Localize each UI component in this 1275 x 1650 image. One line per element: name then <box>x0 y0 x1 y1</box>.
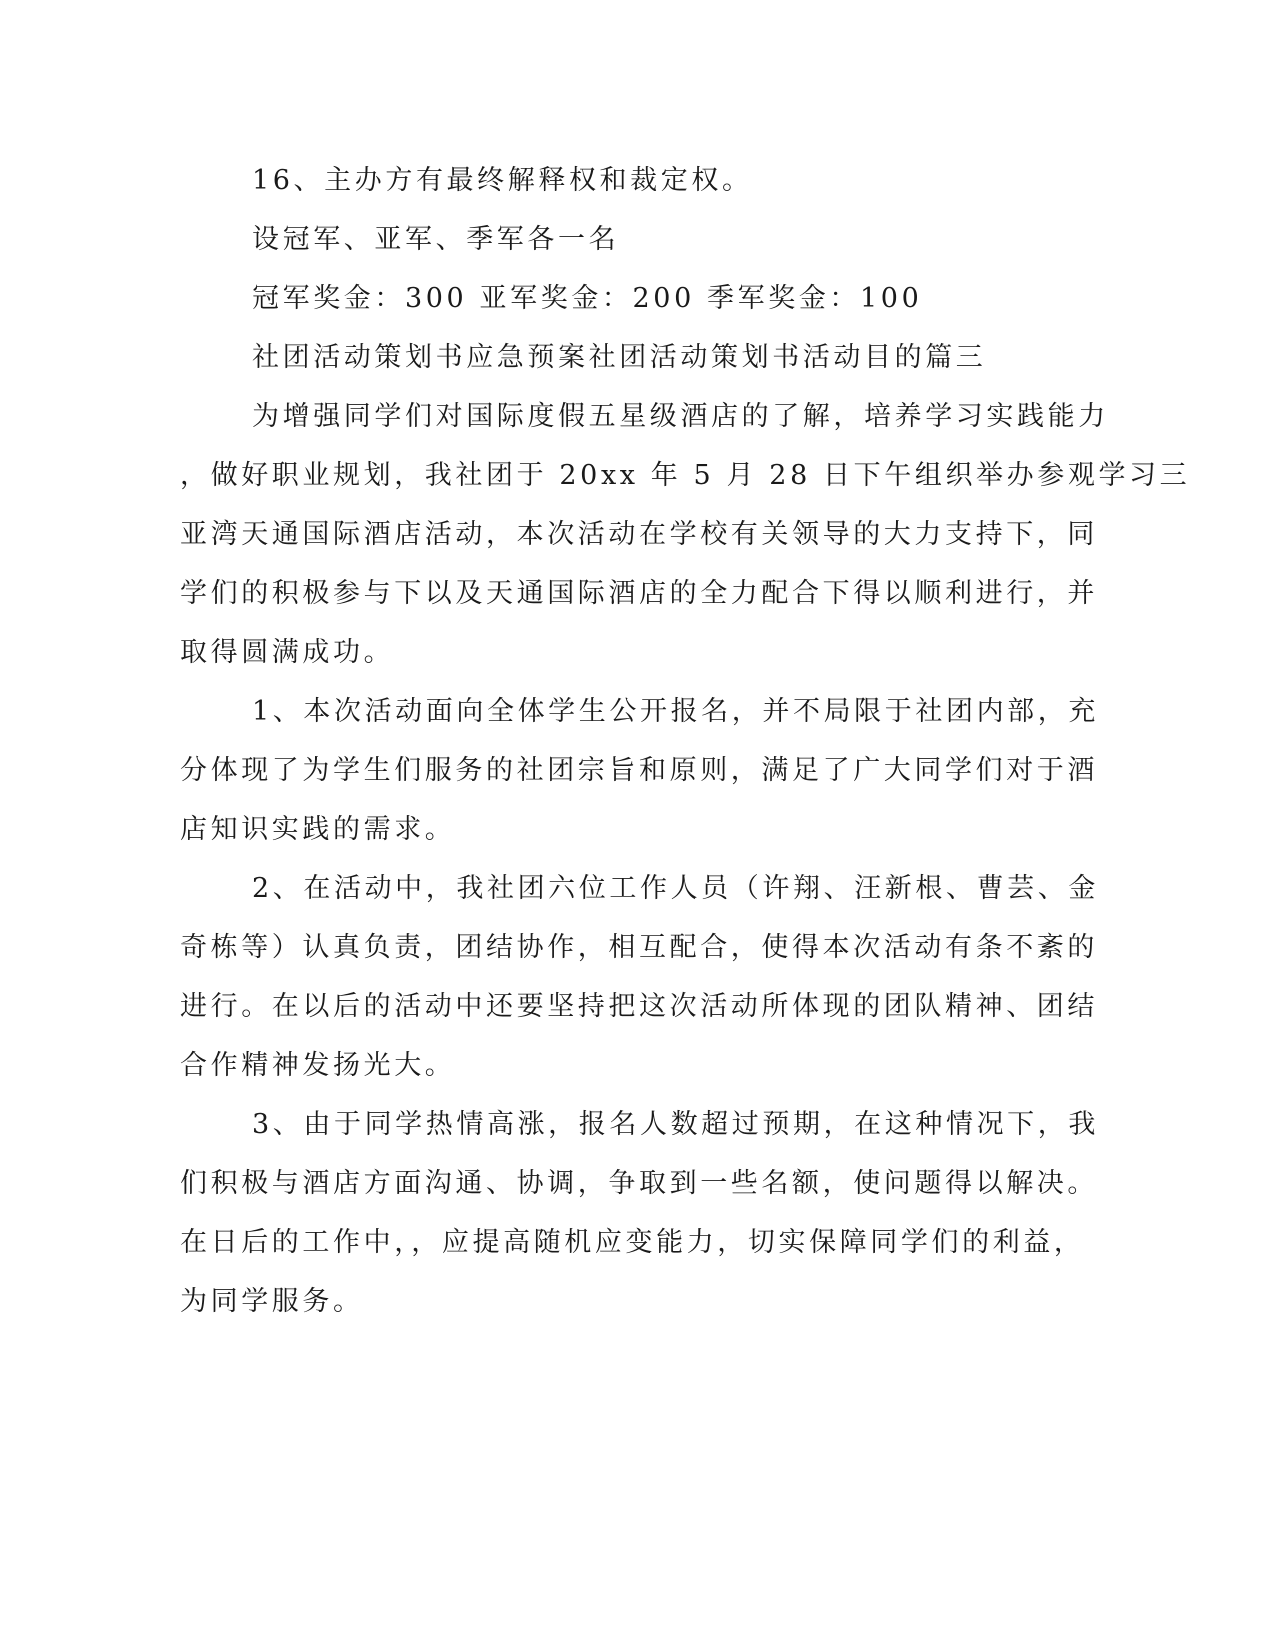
text-line: 分体现了为学生们服务的社团宗旨和原则，满足了广大同学们对于酒 <box>180 755 1098 786</box>
text-line: 2、在活动中，我社团六位工作人员（许翔、汪新根、曹芸、金 <box>252 873 1099 904</box>
text-line: 冠军奖金：300 亚军奖金：200 季军奖金：100 <box>252 283 923 314</box>
text-line: 奇栋等）认真负责，团结协作，相互配合，使得本次活动有条不紊的 <box>180 932 1098 963</box>
text-line: 亚湾天通国际酒店活动，本次活动在学校有关领导的大力支持下，同 <box>180 519 1098 550</box>
text-line: 取得圆满成功。 <box>180 637 395 668</box>
text-line: 1、本次活动面向全体学生公开报名，并不局限于社团内部，充 <box>252 696 1099 727</box>
text-line: 们积极与酒店方面沟通、协调，争取到一些名额，使问题得以解决。 <box>180 1168 1098 1199</box>
text-line: ，做好职业规划，我社团于 20xx 年 5 月 28 日下午组织举办参观学习三 <box>180 460 1191 491</box>
text-line: 为增强同学们对国际度假五星级酒店的了解，培养学习实践能力 <box>252 401 1109 432</box>
text-line: 在日后的工作中，，应提高随机应变能力，切实保障同学们的利益， <box>180 1227 1085 1258</box>
text-line: 进行。在以后的活动中还要坚持把这次活动所体现的团队精神、团结 <box>180 991 1098 1022</box>
text-line: 店知识实践的需求。 <box>180 814 456 845</box>
text-line: 社团活动策划书应急预案社团活动策划书活动目的篇三 <box>252 342 987 373</box>
text-line: 为同学服务。 <box>180 1286 364 1317</box>
text-line: 16、主办方有最终解释权和裁定权。 <box>252 165 753 196</box>
text-line: 设冠军、亚军、季军各一名 <box>252 224 620 255</box>
text-line: 合作精神发扬光大。 <box>180 1050 456 1081</box>
text-line: 学们的积极参与下以及天通国际酒店的全力配合下得以顺利进行，并 <box>180 578 1098 609</box>
text-line: 3、由于同学热情高涨，报名人数超过预期，在这种情况下，我 <box>252 1109 1099 1140</box>
